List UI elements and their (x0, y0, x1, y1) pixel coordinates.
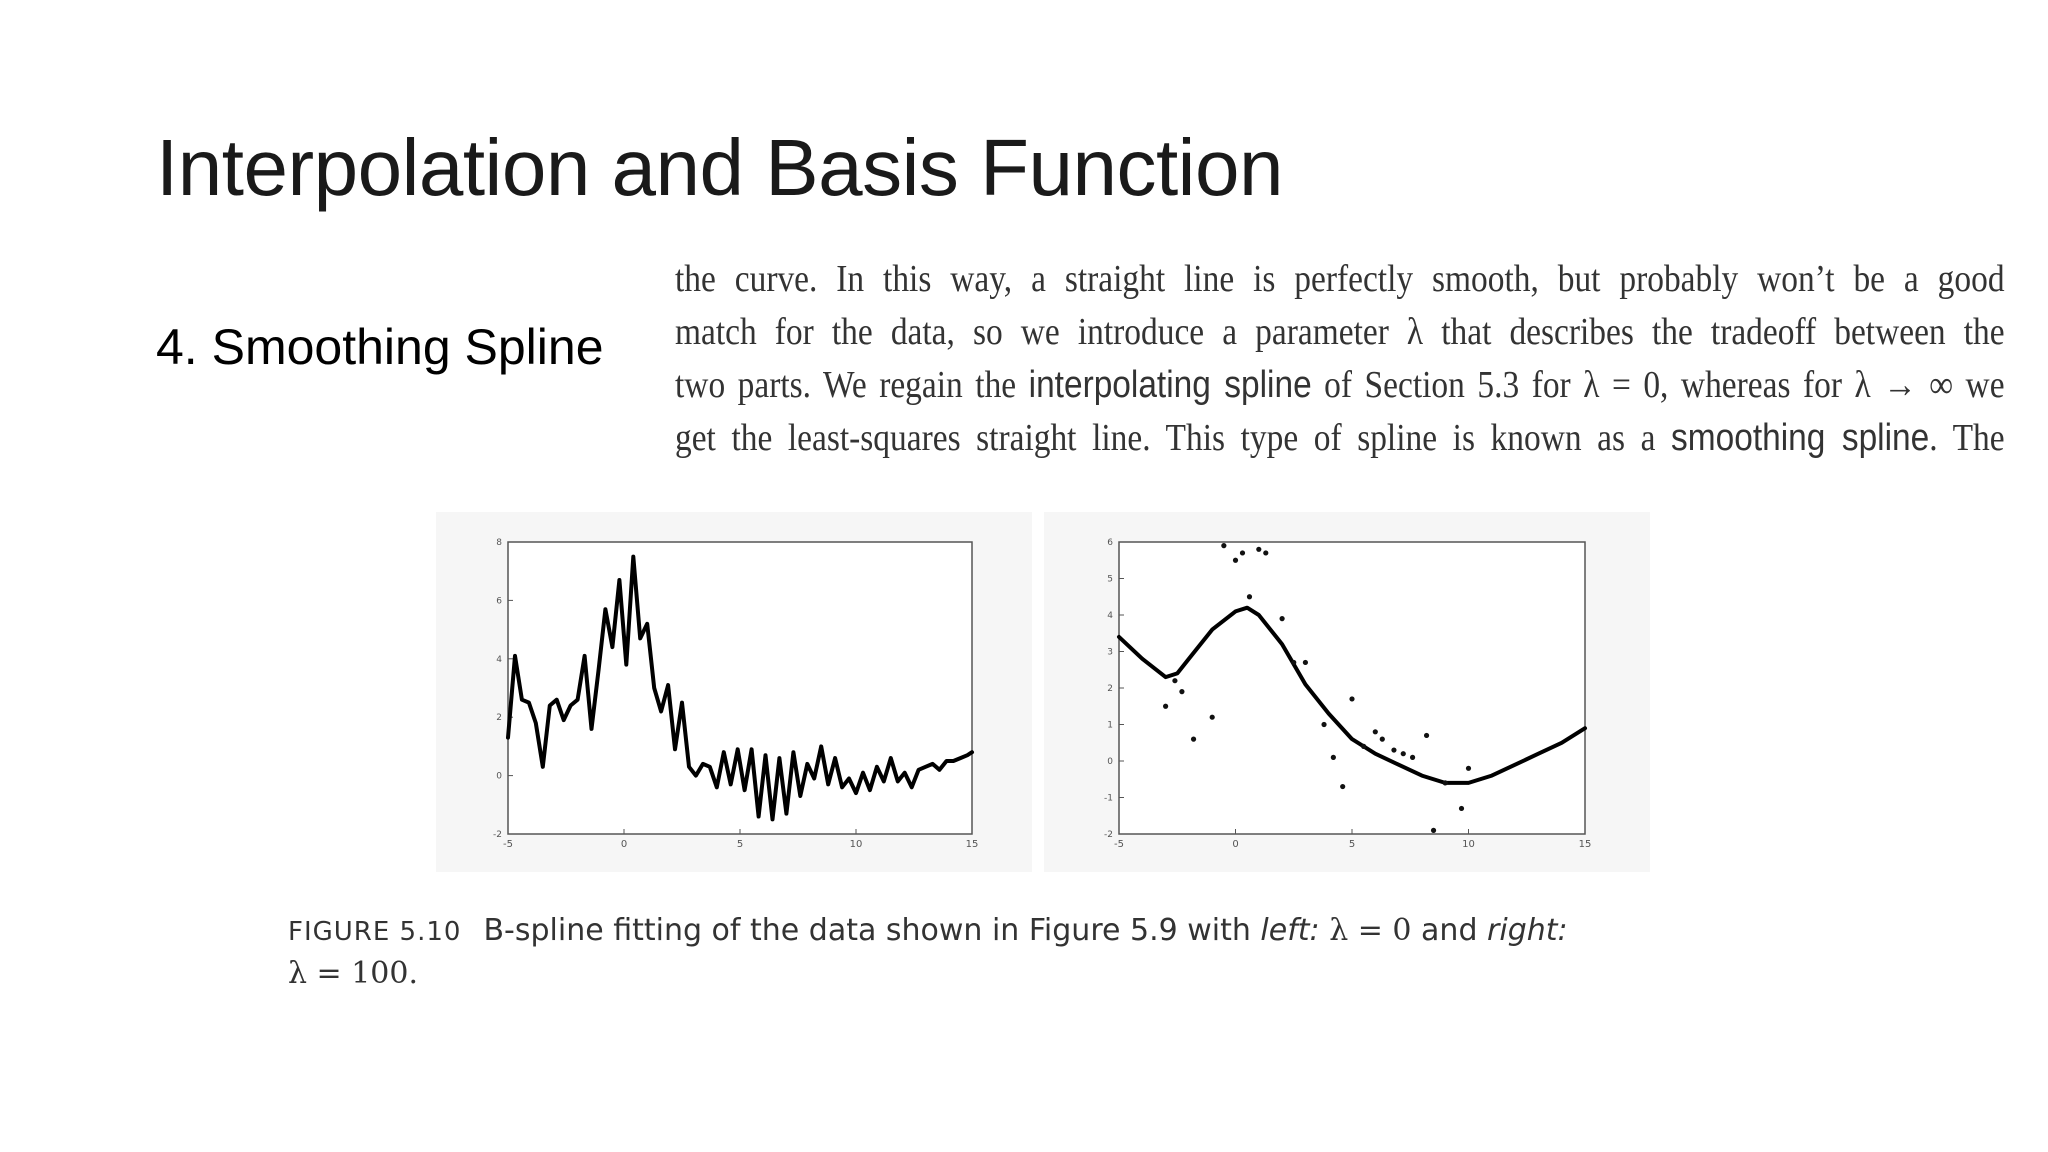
figure-label: FIGURE 5.10 (288, 917, 462, 947)
y-tick-label: 2 (496, 713, 502, 724)
x-tick-label: 10 (849, 839, 863, 850)
data-point (1424, 733, 1429, 738)
term-smoothing-spline: smoothing spline (1671, 417, 1930, 459)
y-tick-label: -1 (1104, 793, 1113, 804)
excerpt-line-3-start: two parts. We regain the (675, 364, 1029, 406)
data-point (1373, 729, 1378, 734)
figure-caption (288, 910, 1808, 995)
data-point (1340, 784, 1345, 789)
caption-lambda-left: λ = 0 (1319, 913, 1422, 948)
excerpt-line-3-end: of Section 5.3 for λ = 0, whereas for λ → ∞ we (1311, 364, 2005, 406)
data-point (1431, 828, 1436, 833)
x-tick-label: 10 (1462, 839, 1475, 850)
data-point (1459, 806, 1464, 811)
data-point (1361, 744, 1366, 749)
caption-and-word: and (1421, 913, 1488, 948)
data-point (1172, 678, 1177, 683)
data-point (1291, 660, 1296, 665)
x-tick-label: 0 (1232, 839, 1239, 850)
y-tick-label: 0 (496, 771, 502, 782)
data-point (1280, 616, 1285, 621)
data-point (1210, 715, 1215, 720)
figure-left-panel (436, 512, 1032, 872)
x-tick-label: 5 (1348, 839, 1356, 850)
excerpt-line-2: match for the data, so we introduce a parameter λ that describes the tradeoff between the (675, 311, 2005, 353)
bullet-smoothing-spline: 4. Smoothing Spline (156, 319, 604, 375)
data-point (1240, 550, 1245, 555)
data-point (1380, 737, 1385, 742)
x-tick-label: 15 (1578, 839, 1592, 850)
data-point (1410, 755, 1415, 760)
data-point (1401, 751, 1406, 756)
data-point (1221, 543, 1226, 548)
figure-right-panel (1044, 512, 1650, 872)
data-point (1247, 594, 1252, 599)
data-point (1263, 550, 1268, 555)
data-point (1331, 755, 1336, 760)
data-point (1233, 558, 1238, 563)
y-tick-label: -2 (493, 830, 502, 840)
excerpt-line-4 (675, 412, 2005, 465)
data-point (1466, 766, 1471, 771)
data-point (1191, 737, 1196, 742)
data-point (1303, 660, 1308, 665)
textbook-excerpt (675, 253, 2005, 465)
y-tick-label: 4 (1107, 611, 1113, 621)
data-point (1256, 547, 1261, 552)
term-interpolating-spline: interpolating spline (1028, 364, 1312, 406)
data-point (1321, 722, 1326, 727)
plot-frame (1119, 542, 1585, 834)
data-point (1391, 747, 1396, 752)
x-tick-label: 15 (965, 839, 979, 850)
excerpt-line-4-start: get the least-squares straight line. This type of spline is known as a (675, 417, 1672, 459)
chart-right-lambda-100 (1044, 512, 1650, 872)
y-tick-label: 6 (1107, 538, 1113, 548)
data-point (1349, 696, 1354, 701)
y-tick-label: 1 (1107, 720, 1113, 731)
caption-lambda-right: λ = 100. (288, 956, 419, 991)
y-tick-label: 8 (496, 538, 502, 548)
x-tick-label: 5 (736, 839, 744, 850)
slide-title: Interpolation and Basis Function (156, 123, 1283, 212)
caption-right-word: right: (1487, 913, 1568, 948)
chart-left-lambda-0 (436, 512, 1032, 872)
y-tick-label: 3 (1107, 647, 1113, 658)
caption-left-word: left: (1260, 913, 1320, 948)
data-point (1443, 780, 1448, 785)
y-tick-label: 5 (1107, 574, 1113, 585)
excerpt-line-3 (675, 359, 2005, 412)
y-tick-label: -2 (1104, 830, 1113, 840)
x-tick-label: -5 (1114, 839, 1124, 850)
excerpt-line-1: the curve. In this way, a straight line is perfectly smooth, but probably won’t be a good (675, 258, 2005, 300)
y-tick-label: 4 (496, 654, 502, 665)
x-tick-label: -5 (503, 839, 513, 850)
excerpt-line-4-end: . The (1929, 417, 2005, 459)
data-point (1163, 704, 1168, 709)
y-tick-label: 2 (1107, 684, 1113, 694)
y-tick-label: 6 (496, 596, 502, 607)
x-tick-label: 0 (620, 839, 628, 850)
y-tick-label: 0 (1107, 757, 1113, 767)
data-point (1179, 689, 1184, 694)
caption-text: B-spline fitting of the data shown in Figure 5.9 with (483, 913, 1261, 948)
